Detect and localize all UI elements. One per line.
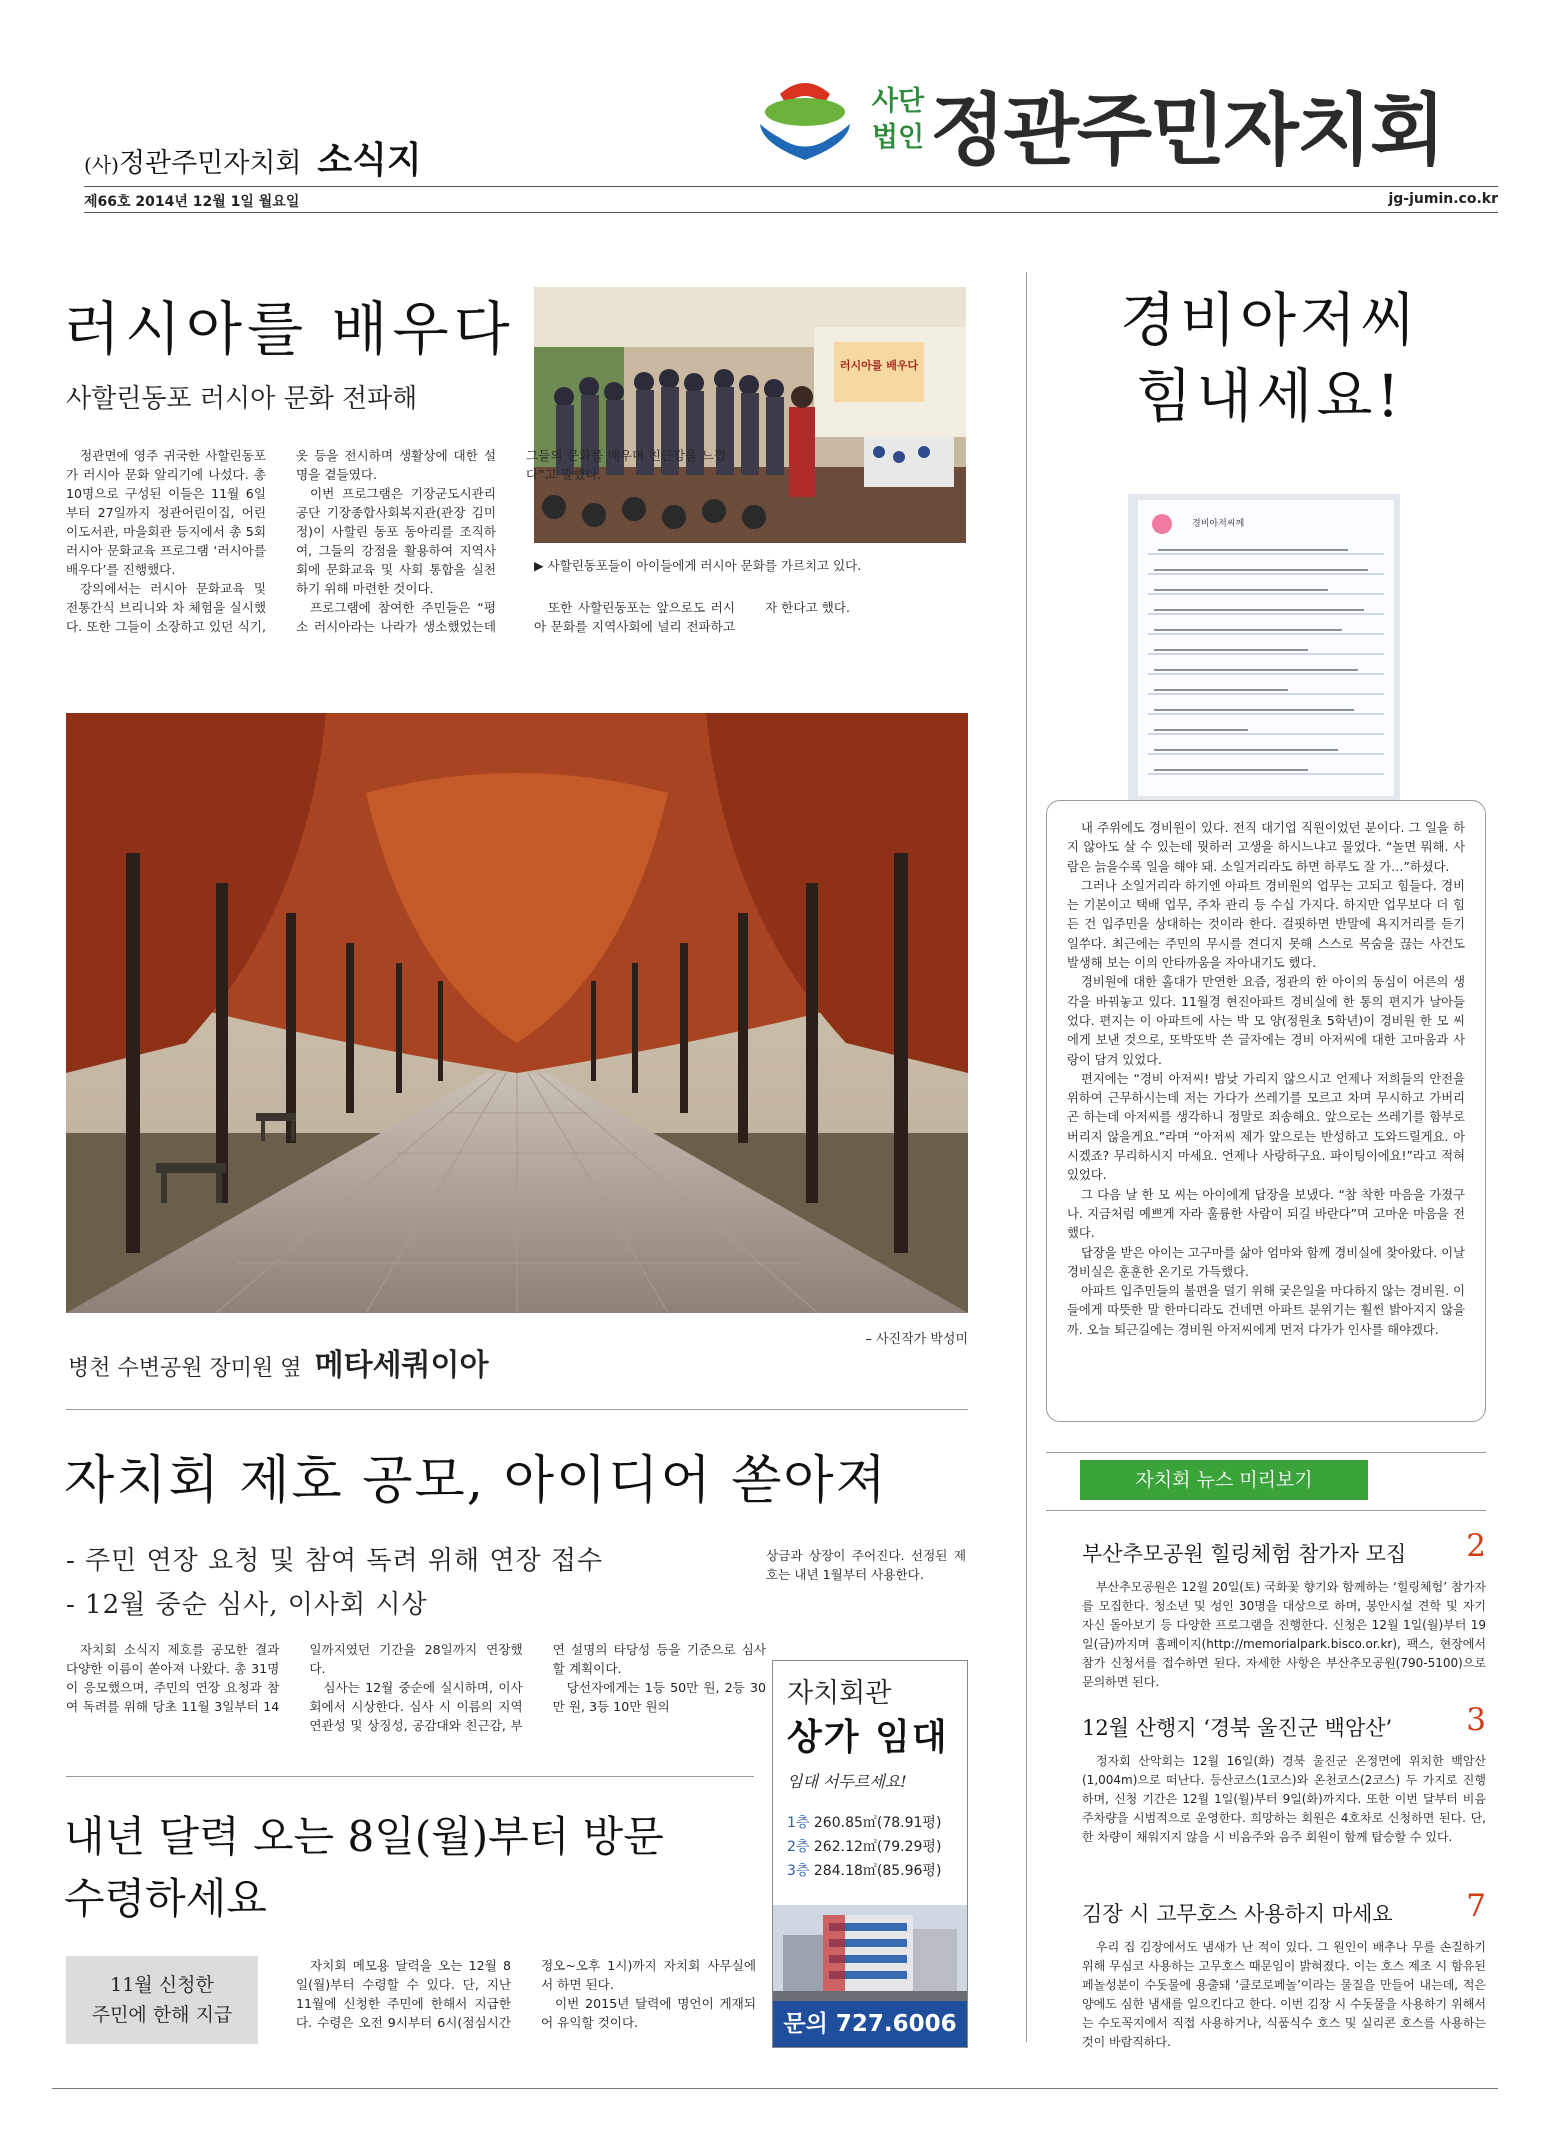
- story3-para: 자치회 소식지 제호를 공모한 결과 다양한 이름이 쏟아져 나왔다. 총 31명이 응모했으며, 주민의 연장 요청과 참여 독려를 위해 당초 11월 3일부터 14일까지였던 기간을 28일까지 연장했다.: [66, 1642, 523, 1714]
- ad-floor-row: [787, 1835, 941, 1859]
- feature-caption-title: 메타세쿼이아: [314, 1348, 489, 1383]
- story3-headline: 자치회 제호 공모, 아이디어 쏟아져: [64, 1451, 888, 1511]
- news-rule-top: [1046, 1452, 1486, 1453]
- story1-para: 강의에서는 러시아 문화교육 및 전통간식 브리니와 차 체험을 실시했다. 또한 그들이 소장하고 있던 식기, 옷 등을 전시하며 생활상에 대한 설명을 곁들였다.: [66, 448, 496, 634]
- ad-floor-row: [787, 1859, 941, 1883]
- feature-caption-prefix: 병천 수변공원 장미원 옆: [68, 1356, 302, 1381]
- news-item-title: 12월 산행지 ‘경북 울진군 백암산’: [1082, 1716, 1393, 1740]
- story2-para: 답장을 받은 아이는 고구마를 삶아 엄마와 함께 경비실에 찾아왔다. 이날 경비실은 훈훈한 온기로 가득했다.: [1067, 1245, 1465, 1279]
- story2-headline-line1: 경비아저씨: [1119, 286, 1421, 354]
- news-item-page: 3: [1466, 1702, 1486, 1738]
- story3-rule: [66, 1776, 754, 1777]
- news-item-title: 김장 시 고무호스 사용하지 마세요: [1082, 1902, 1393, 1926]
- news-item-para: 부산추모공원은 12월 20일(토) 국화꽃 향기와 함께하는 ‘힐링체험’ 참가자를 모집한다. 청소년 및 성인 30명을 대상으로 하며, 봉안시설 견학 및 자기 자신 돌아보기 등 다양한 프로그램을 진행한다. 신청은 12월 1일(월)부터 19일(금)까지며 홈페이지(http://memorialpark.bisco.or.kr), 팩스, 현장에서 참가 신청서를 접수하면 된다. 자세한 사항은 부산추모공원(790-5100)으로 문의하면 된다.: [1082, 1580, 1486, 1689]
- ad-floor-label: 1층: [787, 1815, 810, 1831]
- ad-floors: [787, 1811, 941, 1883]
- ad-script: 임대 서두르세요!: [787, 1772, 907, 1791]
- ad-floor-area: 284.18㎡(85.96평): [813, 1863, 942, 1879]
- logo-small-2: 법인: [871, 122, 925, 153]
- story1-photo: [534, 287, 966, 543]
- news-item: [1082, 1702, 1486, 1847]
- news-item-text: [1082, 1578, 1486, 1692]
- story4-box-line1: 11월 신청한: [110, 1974, 214, 1996]
- story2-body: [1067, 819, 1465, 1340]
- news-item-title: 부산추모공원 힐링체험 참가자 모집: [1082, 1542, 1407, 1566]
- news-item-para: 우리 집 김장에서도 냄새가 난 적이 있다. 그 원인이 배추나 무를 손질하기 위해 무심코 사용하는 고무호스 때문임이 밝혀졌다. 이는 호스 제조 시 함유된 페놀성분이 수돗물에 용출돼 ‘클로로페놀’이라는 물질을 만들어 내는데, 적은 양에도 심한 냄새를 일으킨다고 한다. 이번 김장 시 수돗물을 사용하기 위해서는 수도꼭지에서 직접 사용하거나, 식품식수 호스 및 실리콘 호스를 사용하는 것이 바람직하다.: [1082, 1940, 1486, 2049]
- news-item-page: 2: [1466, 1528, 1486, 1564]
- story1-para: 이번 프로그램은 기장군도시관리공단 기장종합사회복지관(관장 김미정)이 사할린 동포 동아리를 조직하여, 그들의 강점을 활용하여 지역사회에 문화교육 및 사회 통합을 실천하기 위해 마련한 것이다.: [296, 486, 496, 596]
- feature-caption: [68, 1340, 489, 1384]
- story2-letter-photo: [1128, 494, 1400, 800]
- story4-para: 이번 2015년 달력에 명언이 게재되어 유익할 것이다.: [541, 1996, 756, 2030]
- org-prefix: (사): [84, 153, 119, 177]
- story1-para: 정관면에 영주 귀국한 사할린동포가 러시아 문화 알리기에 나섰다. 총 10명으로 구성된 이들은 11월 6일부터 27일까지 정관어린이집, 어린이도서관, 마을회관 등지에서 총 5회 러시아 문화교육 프로그램 ‘러시아를 배우다’를 진행했다.: [66, 448, 266, 577]
- story1-para: 프로그램에 참여한 주민들은 “평소 러시아라는 나라가 생소했었는데 그들의 문화를 배우며 친근감을 느꼈다”고 말했다.: [296, 448, 726, 634]
- ad-floor-area: 262.12㎡(79.29평): [813, 1839, 942, 1855]
- news-item-header: [1082, 1528, 1486, 1572]
- story3-para: 심사는 12월 중순에 실시하며, 이사회에서 시상한다. 심사 시 이름의 지역 연관성 및 상징성, 공감대와 친근감, 부연 설명의 타당성 등을 기준으로 심사할 계획이다.: [309, 1642, 766, 1733]
- ad-floor-label: 3층: [787, 1863, 810, 1879]
- story3-body: [66, 1640, 766, 1760]
- news-rule-bottom: [1046, 1510, 1486, 1511]
- feature-credit: – 사진작가 박성미: [865, 1332, 968, 1347]
- story1-para: 또한 사할린동포는 앞으로도 러시아 문화를 지역사회에 널리 전파하고자 한다고 했다.: [534, 600, 851, 634]
- logo-small-1: 사단: [871, 86, 925, 117]
- news-item-text: [1082, 1752, 1486, 1847]
- news-item-para: 정자회 산악회는 12월 16일(화) 경북 울진군 온정면에 위치한 백암산(1,004m)으로 떠난다. 등산코스(1코스)와 온천코스(2코스) 두 가지로 진행하며, 신청 기간은 12월 1일(월)부터 9일(화)까지다. 또한 이번 달부터 비음주차량을 시범적으로 운영한다. 희망하는 회원은 4호차로 신청하면 된다. 단, 한 차량이 채워지지 않을 시 비음주와 음주 회원이 함께 탑승할 수 있다.: [1082, 1754, 1486, 1844]
- logo-title: 정관주민자치회: [930, 86, 1444, 176]
- story2-para: 그 다음 날 한 모 씨는 아이에게 답장을 보냈다. “참 착한 마음을 가졌구나. 지금처럼 예쁘게 자라 훌륭한 사람이 되길 바란다”며 고마운 마음을 전했다.: [1067, 1187, 1465, 1241]
- ad-contact: 문의 727.6006: [773, 2001, 967, 2047]
- story2-para: 경비원에 대한 홀대가 만연한 요즘, 정관의 한 아이의 동심이 어른의 생각을 바꿔놓고 있다. 11월경 현진아파트 경비실에 한 통의 편지가 날아들었다. 편지는 이 아파트에 사는 박 모 양(정원초 5학년)이 경비원 한 모 씨에게 보낸 것으로, 또박또박 쓴 글자에는 경비 아저씨에 대한 고마움과 사랑이 담겨 있었다.: [1067, 975, 1465, 1067]
- story2-para: 아파트 입주민들의 불편을 덜기 위해 궂은일을 마다하지 않는 경비원. 이들에게 따뜻한 말 한마디라도 건네면 아파트 분위기는 훨씬 밝아지지 않을까. 오늘 퇴근길에는 경비원 아저씨에게 먼저 다가가 인사를 해야겠다.: [1067, 1284, 1465, 1337]
- story2-body-box: [1046, 800, 1486, 1422]
- story2-para: 편지에는 “경비 아저씨! 밤낮 가리지 않으시고 언제나 저희들의 안전을 위하여 근무하시는데 저는 가다가 쓰레기를 모르고 차며 무시하고 가버리곤 하는데 아저씨를 생각하니 정말로 죄송해요. 앞으로는 쓰레기를 함부로 버리지 않을게요.”라며 “아저씨 제가 앞으로는 반성하고 도와드릴게요. 아시겠죠? 무리하시지 마세요. 언제나 사랑하구요. 파이팅이에요!”라고 적혀 있었다.: [1067, 1071, 1465, 1183]
- newsletter-label: 소식지: [317, 139, 422, 181]
- ad-floor-label: 2층: [787, 1839, 810, 1855]
- story3-sub1: - 주민 연장 요청 및 참여 독려 위해 연장 접수: [66, 1546, 604, 1576]
- news-banner: 자치회 뉴스 미리보기: [1080, 1460, 1368, 1500]
- ad-floor-row: [787, 1811, 941, 1835]
- masthead: [0, 0, 1548, 230]
- story2-para: 내 주위에도 경비원이 있다. 전직 대기업 직원이었던 분이다. 그 일을 하지 않아도 살 수 있는데 뭣하러 고생을 하시느냐고 물었다. “놀면 뭐해. 사람은 늙을수록 일을 해야 돼. 소일거리라도 하면 하루도 잘 가…”하셨다.: [1067, 821, 1465, 874]
- column-divider: [1026, 272, 1027, 2042]
- logo-small-text: [870, 84, 926, 156]
- news-item-header: [1082, 1702, 1486, 1746]
- story2-headline-line2: 힘내세요!: [1136, 362, 1404, 430]
- story3-side-text: 상금과 상장이 주어진다. 선정된 제호는 내년 1월부터 사용한다.: [766, 1548, 966, 1582]
- story1-headline: 러시아를 배우다: [64, 295, 515, 363]
- news-item-text: [1082, 1938, 1486, 2052]
- masthead-rule-top: [84, 186, 1498, 187]
- website: jg-jumin.co.kr: [1388, 191, 1498, 207]
- ad-title1: 자치회관: [787, 1678, 892, 1709]
- story2-letter-title: 경비아저씨께: [1192, 519, 1245, 529]
- story4-headline: [64, 1806, 764, 1930]
- story3-para: 당선자에게는 1등 50만 원, 2등 30만 원, 3등 10만 원의: [552, 1680, 766, 1714]
- story2-headline: [1040, 282, 1500, 434]
- story4-body: [296, 1956, 756, 2066]
- story1-photo-caption: ▶ 사할린동포들이 아이들에게 러시아 문화를 가르치고 있다.: [534, 558, 862, 573]
- story4-box-line2: 주민에 한해 지급: [91, 2004, 233, 2026]
- story2-para: 그러나 소일거리라 하기엔 아파트 경비원의 업무는 고되고 힘들다. 경비는 기본이고 택배 업무, 주차 관리 등 수십 가지다. 하지만 업무보다 더 힘든 건 입주민을 상대하는 것이라 한다. 걸핏하면 반말에 욕지거리를 듣기 일쑤다. 최근에는 주민의 무시를 견디지 못해 스스로 목숨을 끊는 사건도 발생해 보는 이의 안타까움을 자아내기도 했다.: [1067, 878, 1465, 971]
- story4-box: [66, 1956, 258, 2044]
- story1-photo-banner: 러시아를 배우다: [839, 359, 919, 372]
- news-item-header: [1082, 1888, 1486, 1932]
- footer-rule: [52, 2088, 1498, 2089]
- feature-rule: [66, 1409, 968, 1410]
- news-item-page: 7: [1466, 1888, 1486, 1924]
- issue-line: 제66호 2014년 12월 1일 월요일: [84, 194, 300, 210]
- feature-photo: [66, 713, 968, 1313]
- story3-sub2: - 12월 중순 심사, 이사회 시상: [66, 1590, 428, 1620]
- ad-building-photo: [773, 1905, 967, 2001]
- ad-floor-area: 260.85㎡(78.91평): [813, 1815, 942, 1831]
- ad-title2: 상가 임대: [787, 1717, 949, 1758]
- newsletter-title: [84, 132, 422, 183]
- masthead-rule-bottom: [84, 212, 1498, 213]
- story1-subhead: 사할린동포 러시아 문화 전파해: [66, 384, 418, 414]
- story1-body-tail: [534, 598, 966, 658]
- org-name: 정관주민자치회: [118, 148, 302, 179]
- story4-headline-line1: 내년 달력 오는 8일(월)부터 방문: [64, 1812, 664, 1861]
- news-item: [1082, 1888, 1486, 2052]
- news-item: [1082, 1528, 1486, 1692]
- logo-emblem-icon: [750, 74, 860, 166]
- story4-headline-line2: 수령하세요: [64, 1874, 267, 1923]
- rental-ad: [772, 1660, 968, 2048]
- story4-para: 자치회 메모용 달력을 오는 12월 8일(월)부터 수령할 수 있다. 단, 지난 11월에 신청한 주민에 한해서 지급한다. 수령은 오전 9시부터 6시(점심시간 정오~오후 1시)까지 자치회 사무실에서 하면 된다.: [296, 1958, 756, 2030]
